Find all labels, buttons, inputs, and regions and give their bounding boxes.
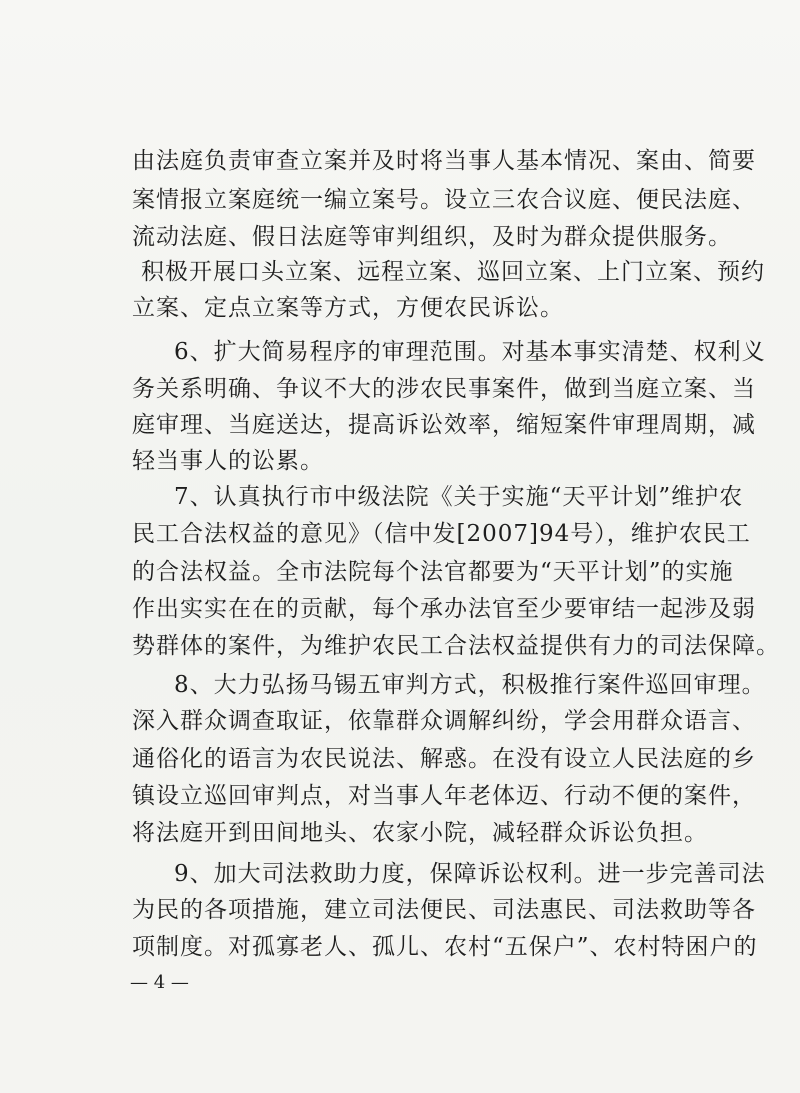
text-line: 务关系明确、争议不大的涉农民事案件，做到当庭立案、当 [132,376,756,402]
page-number: — 4 — [130,972,189,993]
text-line: 为民的各项措施，建立司法便民、司法惠民、司法救助等各 [132,897,756,923]
text-line: 由法庭负责审查立案并及时将当事人基本情况、案由、简要 [132,148,756,174]
text-line: 的合法权益。全市法院每个法官都要为“天平计划”的实施 [132,559,734,585]
text-line: 8、大力弘扬马锡五审判方式，积极推行案件巡回审理。 [174,672,766,698]
text-line: 庭审理、当庭送达，提高诉讼效率，缩短案件审理周期，减 [132,412,756,438]
text-line: 通俗化的语言为农民说法、解惑。在没有设立人民法庭的乡 [132,746,756,772]
text-line: 项制度。对孤寡老人、孤儿、农村“五保户”、农村特困户的 [132,934,758,960]
text-line: 轻当事人的讼累。 [132,448,324,474]
text-line: 立案、定点立案等方式，方便农民诉讼。 [132,295,564,321]
text-line: 案情报立案庭统一编立案号。设立三农合议庭、便民法庭、 [132,187,756,213]
text-line: 9、加大司法救助力度，保障诉讼权利。进一步完善司法 [174,861,766,887]
text-line: 势群体的案件，为维护农民工合法权益提供有力的司法保障。 [132,633,780,659]
text-line: 深入群众调查取证，依靠群众调解纠纷，学会用群众语言、 [132,708,756,734]
text-line: 6、扩大简易程序的审理范围。对基本事实清楚、权利义 [174,339,766,365]
text-line: 镇设立巡回审判点，对当事人年老体迈、行动不便的案件， [132,783,756,809]
text-line: 7、认真执行市中级法院《关于实施“天平计划”维护农 [174,484,744,510]
text-line: 将法庭开到田间地头、农家小院，减轻群众诉讼负担。 [132,820,708,846]
text-line: 积极开展口头立案、远程立案、巡回立案、上门立案、预约 [141,259,765,285]
text-line: 作出实实在在的贡献，每个承办法官至少要审结一起涉及弱 [132,596,756,622]
text-line: 民工合法权益的意见》（信中发[2007]94号），维护农民工 [132,521,751,547]
text-line: 流动法庭、假日法庭等审判组织，及时为群众提供服务。 [132,224,732,250]
